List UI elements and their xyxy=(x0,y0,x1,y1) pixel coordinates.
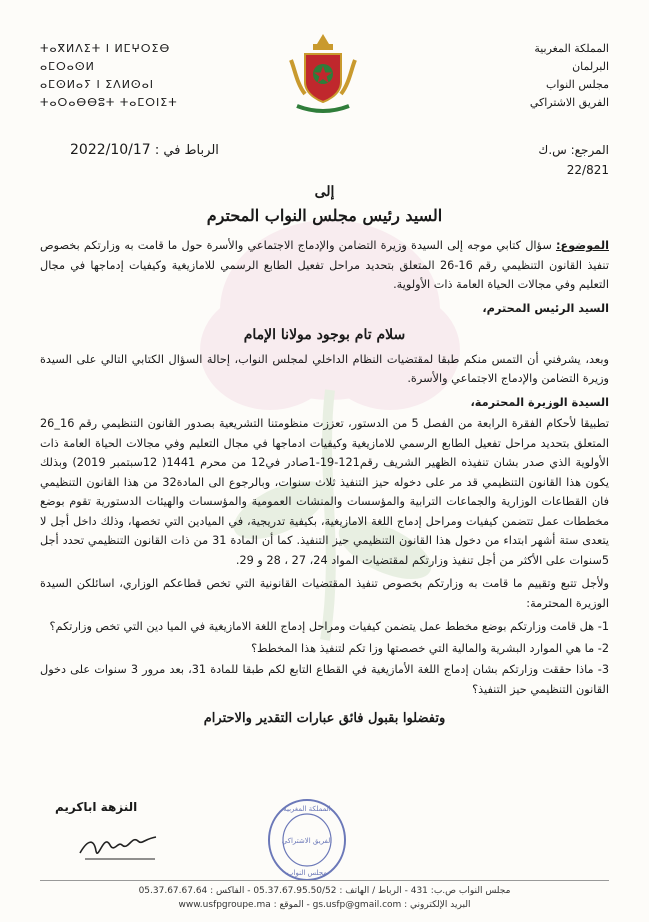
stamp-text-bottom: مجلس النواب xyxy=(286,869,328,877)
salam-line: سلام تام بوجود مولانا الإمام xyxy=(243,327,406,343)
date-line xyxy=(70,142,219,158)
footer-address: مجلس النواب ص.ب: 431 - الرباط / الهاتف : 05.37.67.95.50/52 - الفاكس : 05.37.67.67.64 xyxy=(138,886,511,896)
header-line: البرلمان xyxy=(572,60,609,73)
question-1: 1- هل قامت وزارتكم بوضع مخطط عمل يتضمن كيفيات ومراحل إدماج اللغة الامازيغية في الميا دين التي تخص وزارتكم؟ xyxy=(49,620,609,633)
date-label: الرباط في : xyxy=(154,143,219,158)
reference-label: المرجع: س.ك xyxy=(538,143,609,157)
recipient-line-1: إلى xyxy=(314,184,335,200)
subject-label: الموضوع: xyxy=(555,239,609,252)
header-line: الفريق الاشتراكي xyxy=(529,96,609,109)
salutation-president: السيد الرئيس المحترم، xyxy=(482,301,609,315)
header-line: مجلس النواب xyxy=(546,78,609,91)
header-institution-tifinagh xyxy=(40,40,190,112)
stamp-text-top: المملكة المغربية xyxy=(283,805,331,813)
header-line: ⴰⵎⵔⴰⵙⵍ xyxy=(40,60,95,73)
letter-body xyxy=(40,236,609,729)
header-institution-arabic xyxy=(469,40,609,112)
recipient-block xyxy=(60,180,589,228)
paragraph-followup: ولأجل تتبع وتقييم ما قامت به وزارتكم بخصوص تنفيذ المقتضيات القانونية التي تخص قطاعكم الوزاري، اسائلكن السيدة الوزيرة المحترمة: xyxy=(40,577,609,610)
header-line: المملكة المغربية xyxy=(534,42,609,55)
official-stamp-icon xyxy=(262,795,352,885)
subject xyxy=(40,236,609,295)
reference-block xyxy=(538,140,609,180)
intro-paragraph: وبعد، يشرفني أن التمس منكم طبقا لمقتضيات النظام الداخلي لمجلس النواب، إحالة السؤال الكتابي التالي على السيدة وزيرة التضامن والإدماج الاجتماعي والأسرة. xyxy=(40,352,609,385)
stamp-text-center: الفريق الاشتراكي xyxy=(281,837,333,845)
footer-contact xyxy=(40,880,609,912)
subject-text: سؤال كتابي موجه إلى السيدة وزيرة التضامن والإدماج الاجتماعي والأسرة حول ما قامت به وزارتكم بخصوص تنفيذ القانون التنظيمي رقم 16-26 المتعلق بتحديد مراحل تفعيل الطابع الرسمي للامازيغية وكيفيات إدماجها في مجال التعليم وفي مجالات الحياة العامة ذات الأولوية. xyxy=(40,239,609,291)
coat-of-arms-icon xyxy=(283,30,363,120)
handwritten-signature-icon xyxy=(75,825,165,865)
salutation-minister: السيدة الوزيرة المحترمة، xyxy=(470,395,609,409)
signer-name: النزهة اباكريم xyxy=(55,800,138,814)
header-line: ⵜⴰⴳⵍⴷⵉⵜ ⵏ ⵍⵎⵖⵔⵉⴱ xyxy=(40,42,171,55)
closing-line: وتفضلوا بقبول فائق عبارات التقدير والاحترام xyxy=(203,711,446,726)
paragraph-legal: تطبيقا لأحكام الفقرة الرابعة من الفصل 5 من الدستور، تعززت منظومتنا التشريعية بصدور القانون التنظيمي رقم 16_26 المتعلق بتحديد مراحل تفعيل الطابع الرسمي للامازيغية وكيفيات ادماجها في مجال التعليم وفي مجالات الحياة العامة ذات الأولوية الذي صدر بشان تنفيذه الظهير الشريف رقم121-19-1صادر في12 من محرم 1441( 12سبتمبر 2019) وبذلك يكون هذا القانون التنظيمي قد مر على دخوله حيز التنفيذ ثلاث سنوات، وبالرجوع الى المادة32 من هذا القانون التنظيمي فان القطاعات الوزارية والجماعات الترابية والمؤسسات والمنشات العمومية والمؤسسات والهيئات الدستورية تقوم بوضع مخططات عمل تتضمن كيفيات ومراحل إدماج اللغة الامازيغية، بكيفية تدريجية، في الميادين التي تخصها، وذلك داخل أجل لا يتعدى ستة أشهر ابتداء من دخول هذا القانون التنظيمي حيز التنفيذ. كما أن المادة 31 من ذات القانون التنظيمي تحدد أجل 5سنوات على الأكثر من أجل تنفيذ وزارتكم لمقتضيات المواد 24، 27 ، 28 و 29. xyxy=(40,417,609,567)
recipient-line-2: السيد رئيس مجلس النواب المحترم xyxy=(206,206,443,225)
reference-number: 22/821 xyxy=(566,163,609,177)
date-value: 2022/10/17 xyxy=(70,142,151,158)
question-2: 2- ما هي الموارد البشرية والمالية التي خصصتها وزا تكم لتنفيذ هذا المخطط؟ xyxy=(251,641,609,655)
footer-email-website: البريد الإلكتروني : gs.usfp@gmail.com - الموقع : www.usfpgroupe.ma xyxy=(178,900,471,910)
header-line: ⴰⵎⵙⵍⴰⵢ ⵏ ⵉⴷⵍⵙⴰⵏ xyxy=(40,78,155,91)
header-line: ⵜⴰⵔⴰⴱⴱⵓⵜ ⵜⴰⵎⵔⵏⵉⵜ xyxy=(40,96,178,109)
question-3: 3- ماذا حققت وزارتكم بشان إدماج اللغة الأمازيغية في القطاع التابع لكم طبقا للمادة 31، بعد مرور 3 سنوات على دخول القانون التنظيمي حيز التنفيذ؟ xyxy=(40,663,609,696)
